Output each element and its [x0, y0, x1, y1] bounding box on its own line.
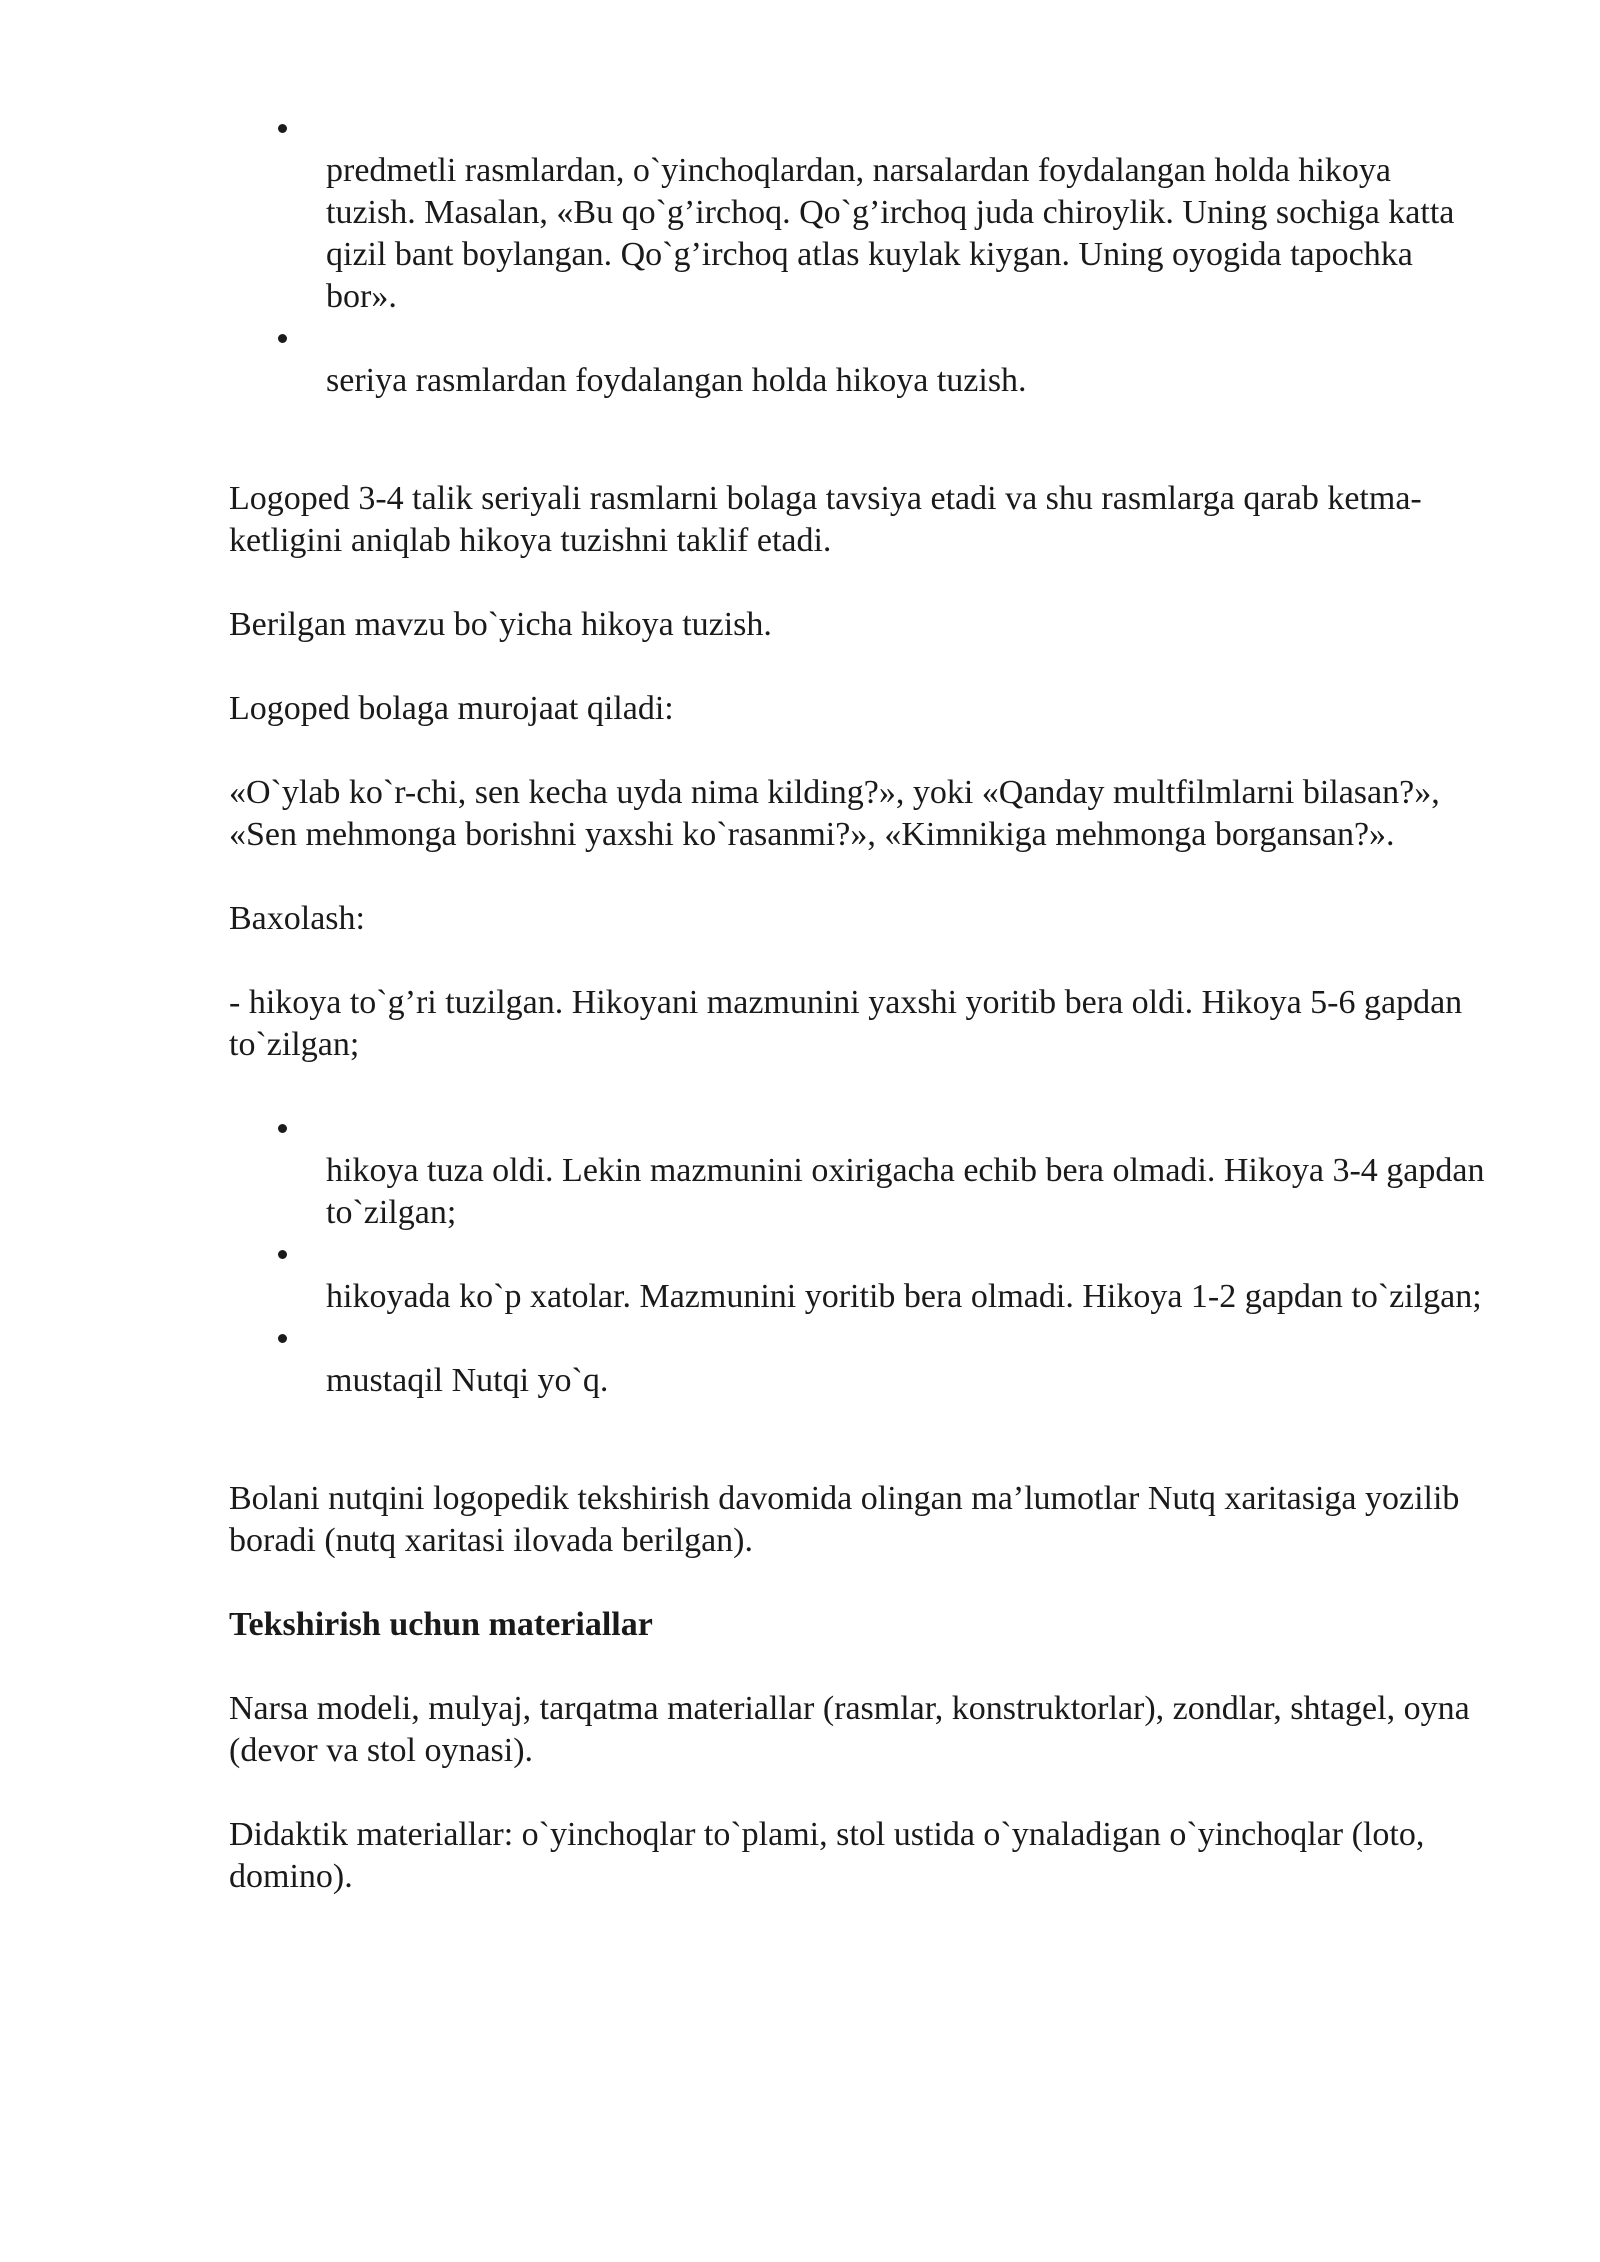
paragraph: Didaktik materiallar: o`yinchoqlar to`plami, stol ustida o`ynaladigan o`yinchoqlar (loto, domino). [229, 1816, 1425, 1895]
list-item-text: hikoyada ko`p xatolar. Mazmunini yoritib bera olmadi. Hikoya 1-2 gapdan to`zilgan; [326, 1278, 1482, 1315]
list-item [326, 1108, 1489, 1234]
list-item [326, 108, 1489, 318]
bullet-icon [278, 1334, 287, 1343]
paragraph: - hikoya to`g’ri tuzilgan. Hikoyani mazmunini yaxshi yoritib bera oldi. Hikoya 5-6 gapdan to`zilgan; [229, 984, 1463, 1063]
bullet-icon [278, 1124, 287, 1133]
bullet-list-grading [229, 1108, 1489, 1402]
paragraph: Baxolash: [229, 900, 365, 937]
section-heading: Tekshirish uchun materiallar [229, 1606, 653, 1643]
paragraph: Bolani nutqini logopedik tekshirish davomida olingan ma’lumotlar Nutq xaritasiga yozilib boradi (nutq xaritasi ilovada berilgan). [229, 1480, 1460, 1559]
bullet-icon [278, 334, 287, 343]
list-item-text: mustaqil Nutqi yo`q. [326, 1362, 609, 1399]
list-item [326, 318, 1489, 402]
bullet-icon [278, 124, 287, 133]
paragraph: «O`ylab ko`r-chi, sen kecha uyda nima kilding?», yoki «Qanday multfilmlarni bilasan?», «Sen mehmonga borishni yaxshi ko`rasanmi?», «Kimnikiga mehmonga borgansan?». [229, 774, 1440, 853]
list-item-text: hikoya tuza oldi. Lekin mazmunini oxirigacha echib bera olmadi. Hikoya 3-4 gapdan to`zilgan; [326, 1152, 1485, 1231]
list-item [326, 1234, 1489, 1318]
list-item-text: predmetli rasmlardan, o`yinchoqlardan, narsalardan foydalangan holda hikoya tuzish. Masalan, «Bu qo`g’irchoq. Qo`g’irchoq juda chiroylik. Uning sochiga katta qizil bant boylangan. Qo`g’irchoq atlas kuylak kiygan. Uning oyogida tapochka bor». [326, 152, 1455, 315]
paragraph: Berilgan mavzu bo`yicha hikoya tuzish. [229, 606, 772, 643]
bullet-icon [278, 1250, 287, 1259]
paragraph: Narsa modeli, mulyaj, tarqatma materiallar (rasmlar, konstruktorlar), zondlar, shtagel, oyna (devor va stol oynasi). [229, 1690, 1470, 1769]
paragraph: Logoped bolaga murojaat qiladi: [229, 690, 674, 727]
list-item-text: seriya rasmlardan foydalangan holda hikoya tuzish. [326, 362, 1027, 399]
bullet-list-methods [229, 108, 1489, 402]
list-item [326, 1318, 1489, 1402]
paragraph: Logoped 3-4 talik seriyali rasmlarni bolaga tavsiya etadi va shu rasmlarga qarab ketma-ketligini aniqlab hikoya tuzishni taklif etadi. [229, 480, 1422, 559]
document-body [229, 150, 1489, 1898]
